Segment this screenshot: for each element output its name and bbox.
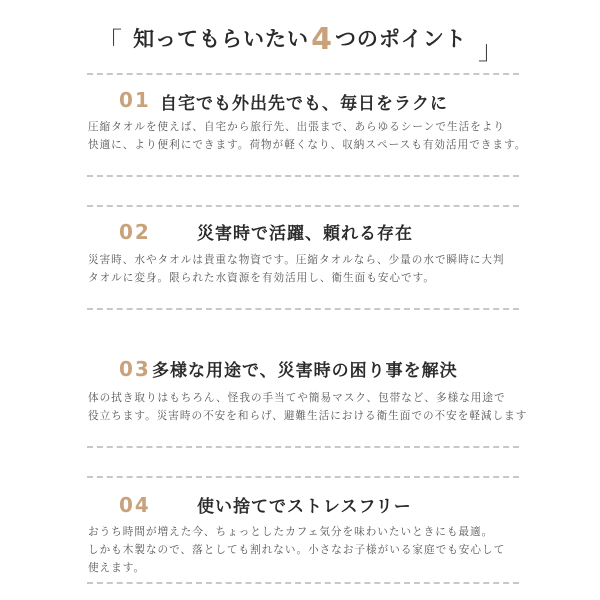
close-bracket: 」 (478, 36, 505, 66)
divider (87, 476, 519, 478)
divider (87, 73, 519, 75)
point-3-heading: 多様な用途で、災害時の困り事を解決 (152, 361, 458, 381)
page-title (0, 22, 600, 57)
point-4-line-1: おうち時間が増えた今、ちょっとしたカフェ気分を味わいたいときにも最適。 (88, 526, 494, 538)
point-4-heading: 使い捨てでストレスフリー (197, 497, 412, 517)
point-4-number: 04 (119, 493, 151, 517)
point-1-line-2: 快適に、より便利にできます。荷物が軽くなり、収納スペースも有効活用できます。 (88, 139, 527, 151)
divider (87, 205, 519, 207)
point-2-line-1: 災害時、水やタオルは貴重な物資です。圧縮タオルなら、少量の水で瞬時に大判 (88, 254, 505, 266)
point-3-number: 03 (119, 357, 151, 381)
point-2-line-2: タオルに変身。限られた水資源を有効活用し、衛生面も安心です。 (88, 272, 435, 284)
point-4-line-2: しかも木製なので、落としても割れない。小さなお子様がいる家庭でも安心して (88, 544, 506, 556)
point-3-line-1: 体の拭き取りはもちろん、怪我の手当てや簡易マスク、包帯など、多様な用途で (88, 392, 506, 404)
divider (87, 175, 519, 177)
point-1-number: 01 (119, 88, 151, 112)
divider (87, 582, 519, 584)
point-2-heading: 災害時で活躍、頼れる存在 (197, 224, 413, 244)
divider (87, 446, 519, 448)
point-1-heading: 自宅でも外出先でも、毎日をラクに (160, 94, 448, 114)
point-4-line-3: 使えます。 (88, 562, 146, 574)
point-2-number: 02 (119, 220, 151, 244)
title-text-after: つのポイント (334, 27, 467, 51)
open-bracket: 「 (96, 28, 123, 58)
title-number: 4 (311, 22, 333, 57)
title-text-before: 知ってもらいたい (133, 27, 310, 51)
divider (87, 308, 519, 310)
point-1-line-1: 圧縮タオルを使えば、自宅から旅行先、出張まで、あらゆるシーンで生活をより (88, 121, 505, 133)
point-3-line-2: 役立ちます。災害時の不安を和らげ、避難生活における衛生面での不安を軽減します (88, 410, 528, 422)
